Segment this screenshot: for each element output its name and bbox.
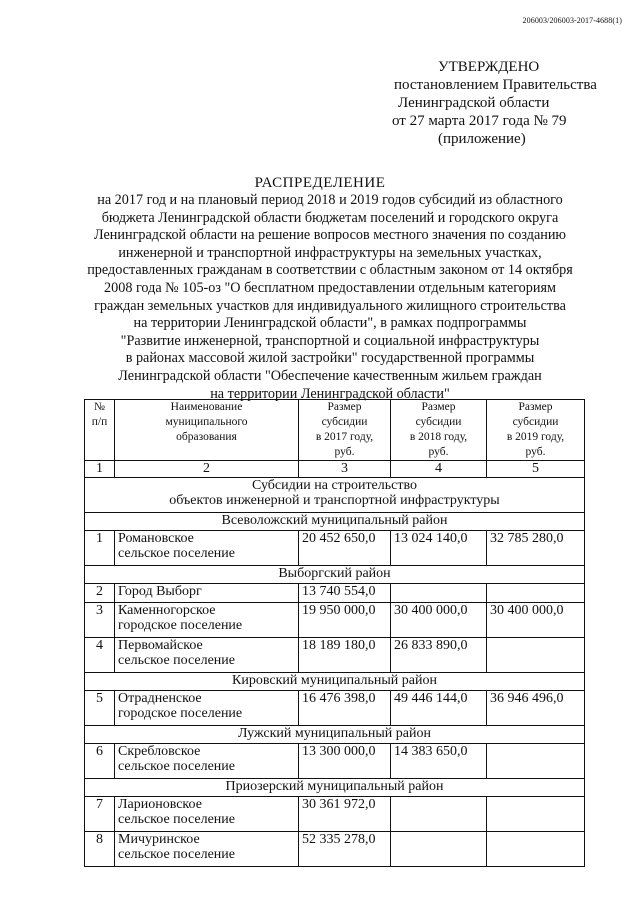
table-row <box>85 584 585 603</box>
subtitle-line: Ленинградской области "Обеспечение качественным жильем граждан <box>118 367 542 384</box>
column-number: 5 <box>487 461 585 478</box>
document-id: 206003/206003-2017-4688(1) <box>522 16 622 25</box>
subtitle-line: на территории Ленинградской области", в рамках подпрограммы <box>133 315 527 332</box>
subsidy-2017: 30 361 972,0 <box>299 797 391 832</box>
table-row <box>85 638 585 673</box>
approval-stamp <box>392 58 597 148</box>
table-row <box>85 603 585 638</box>
subtitle-line: в районах массовой жилой застройки" государственной программы <box>125 350 535 367</box>
district-row <box>85 726 585 744</box>
row-number: 1 <box>85 531 115 566</box>
municipality-name: Романовское сельское поселение <box>115 531 299 566</box>
subtitle-line: граждан земельных участков для индивидуального жилищного строительства <box>94 297 566 314</box>
table-header-row <box>85 400 585 461</box>
column-number: 3 <box>299 461 391 478</box>
municipality-name: Город Выборг <box>115 584 299 603</box>
subsidy-2017: 19 950 000,0 <box>299 603 391 638</box>
table-row <box>85 832 585 867</box>
subtitle-line: предоставленных гражданам в соответствии с областным законом от 14 октября <box>87 262 573 279</box>
table-row <box>85 531 585 566</box>
column-header: № п/п <box>85 400 115 461</box>
column-number-row <box>85 461 585 478</box>
row-number: 4 <box>85 638 115 673</box>
subsidy-2017: 18 189 180,0 <box>299 638 391 673</box>
subsidy-2018: 26 833 890,0 <box>391 638 487 673</box>
municipality-name: Мичуринское сельское поселение <box>115 832 299 867</box>
municipality-name: Ларионовское сельское поселение <box>115 797 299 832</box>
subtitle-line: 2008 года № 105-оз "О бесплатном предоставлении отдельным категориям <box>104 279 556 296</box>
district-row <box>85 566 585 584</box>
subsidy-2019 <box>487 744 585 779</box>
subsidy-2018 <box>391 584 487 603</box>
subsidy-2018: 14 383 650,0 <box>391 744 487 779</box>
subsidy-2019 <box>487 584 585 603</box>
column-header: Наименование муниципального образования <box>115 400 299 461</box>
subsidy-2018: 13 024 140,0 <box>391 531 487 566</box>
column-header: Размер субсидии в 2019 году, руб. <box>487 400 585 461</box>
section-row <box>85 478 585 513</box>
row-number: 5 <box>85 691 115 726</box>
subsidy-2017: 16 476 398,0 <box>299 691 391 726</box>
district-name: Приозерский муниципальный район <box>85 779 585 797</box>
subsidy-2018 <box>391 832 487 867</box>
row-number: 7 <box>85 797 115 832</box>
subsidy-2019: 36 946 496,0 <box>487 691 585 726</box>
document-title: РАСПРЕДЕЛЕНИЕ <box>254 175 386 191</box>
row-number: 2 <box>85 584 115 603</box>
district-name: Всеволожский муниципальный район <box>85 513 585 531</box>
subsidy-2017: 52 335 278,0 <box>299 832 391 867</box>
column-number: 4 <box>391 461 487 478</box>
subtitle-line: бюджета Ленинградской области бюджетам поселений и городского округа <box>101 209 559 226</box>
district-name: Кировский муниципальный район <box>85 673 585 691</box>
subtitle-line: инженерной и транспортной инфраструктуры на земельных участках, <box>118 244 542 261</box>
row-number: 3 <box>85 603 115 638</box>
district-row <box>85 513 585 531</box>
subsidy-2017: 13 300 000,0 <box>299 744 391 779</box>
approval-line: постановлением Правительства <box>394 77 597 93</box>
column-header: Размер субсидии в 2018 году, руб. <box>391 400 487 461</box>
district-row <box>85 779 585 797</box>
municipality-name: Скребловское сельское поселение <box>115 744 299 779</box>
approval-line: УТВЕРЖДЕНО <box>438 59 540 75</box>
table-row <box>85 691 585 726</box>
municipality-name: Первомайское сельское поселение <box>115 638 299 673</box>
approval-line: (приложение) <box>438 131 526 147</box>
district-name: Лужский муниципальный район <box>85 726 585 744</box>
subsidy-2017: 13 740 554,0 <box>299 584 391 603</box>
subsidy-2017: 20 452 650,0 <box>299 531 391 566</box>
subsidy-2019: 32 785 280,0 <box>487 531 585 566</box>
subsidy-2019: 30 400 000,0 <box>487 603 585 638</box>
subsidy-2018 <box>391 797 487 832</box>
row-number: 8 <box>85 832 115 867</box>
subsidy-table <box>84 399 585 867</box>
subsidy-2019 <box>487 832 585 867</box>
subsidy-2018: 30 400 000,0 <box>391 603 487 638</box>
subtitle-line: на территории Ленинградской области" <box>210 385 450 402</box>
subsidy-2019 <box>487 638 585 673</box>
table-row <box>85 797 585 832</box>
column-number: 1 <box>85 461 115 478</box>
subtitle-line: "Развитие инженерной, транспортной и социальной инфраструктуры <box>120 332 540 349</box>
subsidy-2018: 49 446 144,0 <box>391 691 487 726</box>
row-number: 6 <box>85 744 115 779</box>
table-row <box>85 744 585 779</box>
document-subtitle <box>60 192 600 403</box>
district-row <box>85 673 585 691</box>
column-header: Размер субсидии в 2017 году, руб. <box>299 400 391 461</box>
subtitle-line: на 2017 год и на плановый период 2018 и 2019 годов субсидий из областного <box>97 192 563 208</box>
approval-line: Ленинградской области <box>398 95 550 111</box>
municipality-name: Каменногорское городское поселение <box>115 603 299 638</box>
subsidy-2019 <box>487 797 585 832</box>
section-title: Субсидии на строительство объектов инженерной и транспортной инфраструктуры <box>85 478 585 513</box>
municipality-name: Отрадненское городское поселение <box>115 691 299 726</box>
column-number: 2 <box>115 461 299 478</box>
district-name: Выборгский район <box>85 566 585 584</box>
approval-line: от 27 марта 2017 года № 79 <box>392 113 567 129</box>
subtitle-line: Ленинградской области на решение вопросов местного значения по созданию <box>93 227 567 244</box>
